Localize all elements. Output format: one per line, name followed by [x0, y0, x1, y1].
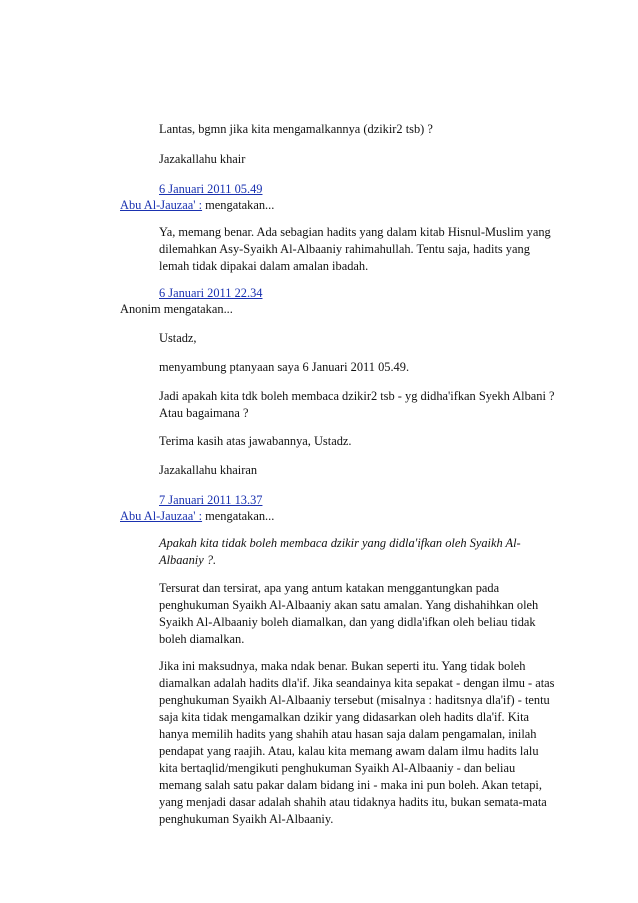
comment-author-line [120, 197, 274, 214]
comment-author-line [120, 508, 274, 525]
comment-timestamp-link[interactable]: 6 Januari 2011 05.49 [159, 182, 263, 196]
comment-timestamp-link[interactable]: 7 Januari 2011 13.37 [159, 493, 263, 507]
quoted-question: Apakah kita tidak boleh membaca dzikir yang didla'ifkan oleh Syaikh Al-Albaaniy ?. [159, 536, 521, 567]
comment-text: Jazakallahu khairan [159, 463, 258, 477]
comment-text: Jika ini maksudnya, maka ndak benar. Bukan seperti itu. Yang tidak boleh diamalkan adalah hadits dla'if. Jika seandainya kita sepakat - dengan ilmu - atas penghukuman Syaikh Al-Albaaniy tersebut (misalnya : haditsnya dla'if) - tentu saja kita tidak mengamalkan dzikir yang didasarkan oleh hadits dla'if. Kita hanya memilih hadits yang shahih atau hasan saja dalam pengamalan, inilah pendapat yang raajih. Atau, kalau kita memang awam dalam ilmu hadits lalu kita bertaqlid/mengikuti penghukuman Syaikh Al-Albaaniy - dan beliau memang salah satu pakar dalam bidang ini - maka ini pun boleh. Akan tetapi, yang menjadi dasar adalah shahih atau tidaknya hadits itu, bukan semata-mata penghukuman Syaikh Al-Albaaniy. [159, 659, 555, 826]
comment-text: Jadi apakah kita tdk boleh membaca dzikir2 tsb - yg didha'ifkan Syekh Albani ? Atau bagaimana ? [159, 389, 555, 420]
comment-text: menyambung ptanyaan saya 6 Januari 2011 05.49. [159, 360, 410, 374]
comment-text: Lantas, bgmn jika kita mengamalkannya (dzikir2 tsb) ? [159, 122, 433, 136]
comment-timestamp-link[interactable]: 6 Januari 2011 22.34 [159, 286, 263, 300]
says-label: mengatakan... [202, 198, 275, 212]
comment-text: Ustadz, [159, 331, 197, 345]
comment-text: Tersurat dan tersirat, apa yang antum katakan menggantungkan pada penghukuman Syaikh Al-Albaaniy akan satu amalan. Yang dishahihkan oleh Syaikh Al-Albaaniy boleh diamalkan, dan yang didla'ifkan oleh beliau tidak boleh diamalkan. [159, 581, 539, 646]
comment-text: Terima kasih atas jawabannya, Ustadz. [159, 434, 352, 448]
comment-text: Ya, memang benar. Ada sebagian hadits yang dalam kitab Hisnul-Muslim yang dilemahkan Asy-Syaikh Al-Albaaniy rahimahullah. Tentu saja, hadits yang lemah tidak dipakai dalam amalan ibadah. [159, 225, 551, 273]
author-link[interactable]: Abu Al-Jauzaa' : [120, 198, 203, 212]
comment-text: Jazakallahu khair [159, 152, 246, 166]
author-link[interactable]: Abu Al-Jauzaa' : [120, 509, 203, 523]
says-label: mengatakan... [202, 509, 275, 523]
comment-author-line: Anonim mengatakan... [120, 302, 233, 316]
